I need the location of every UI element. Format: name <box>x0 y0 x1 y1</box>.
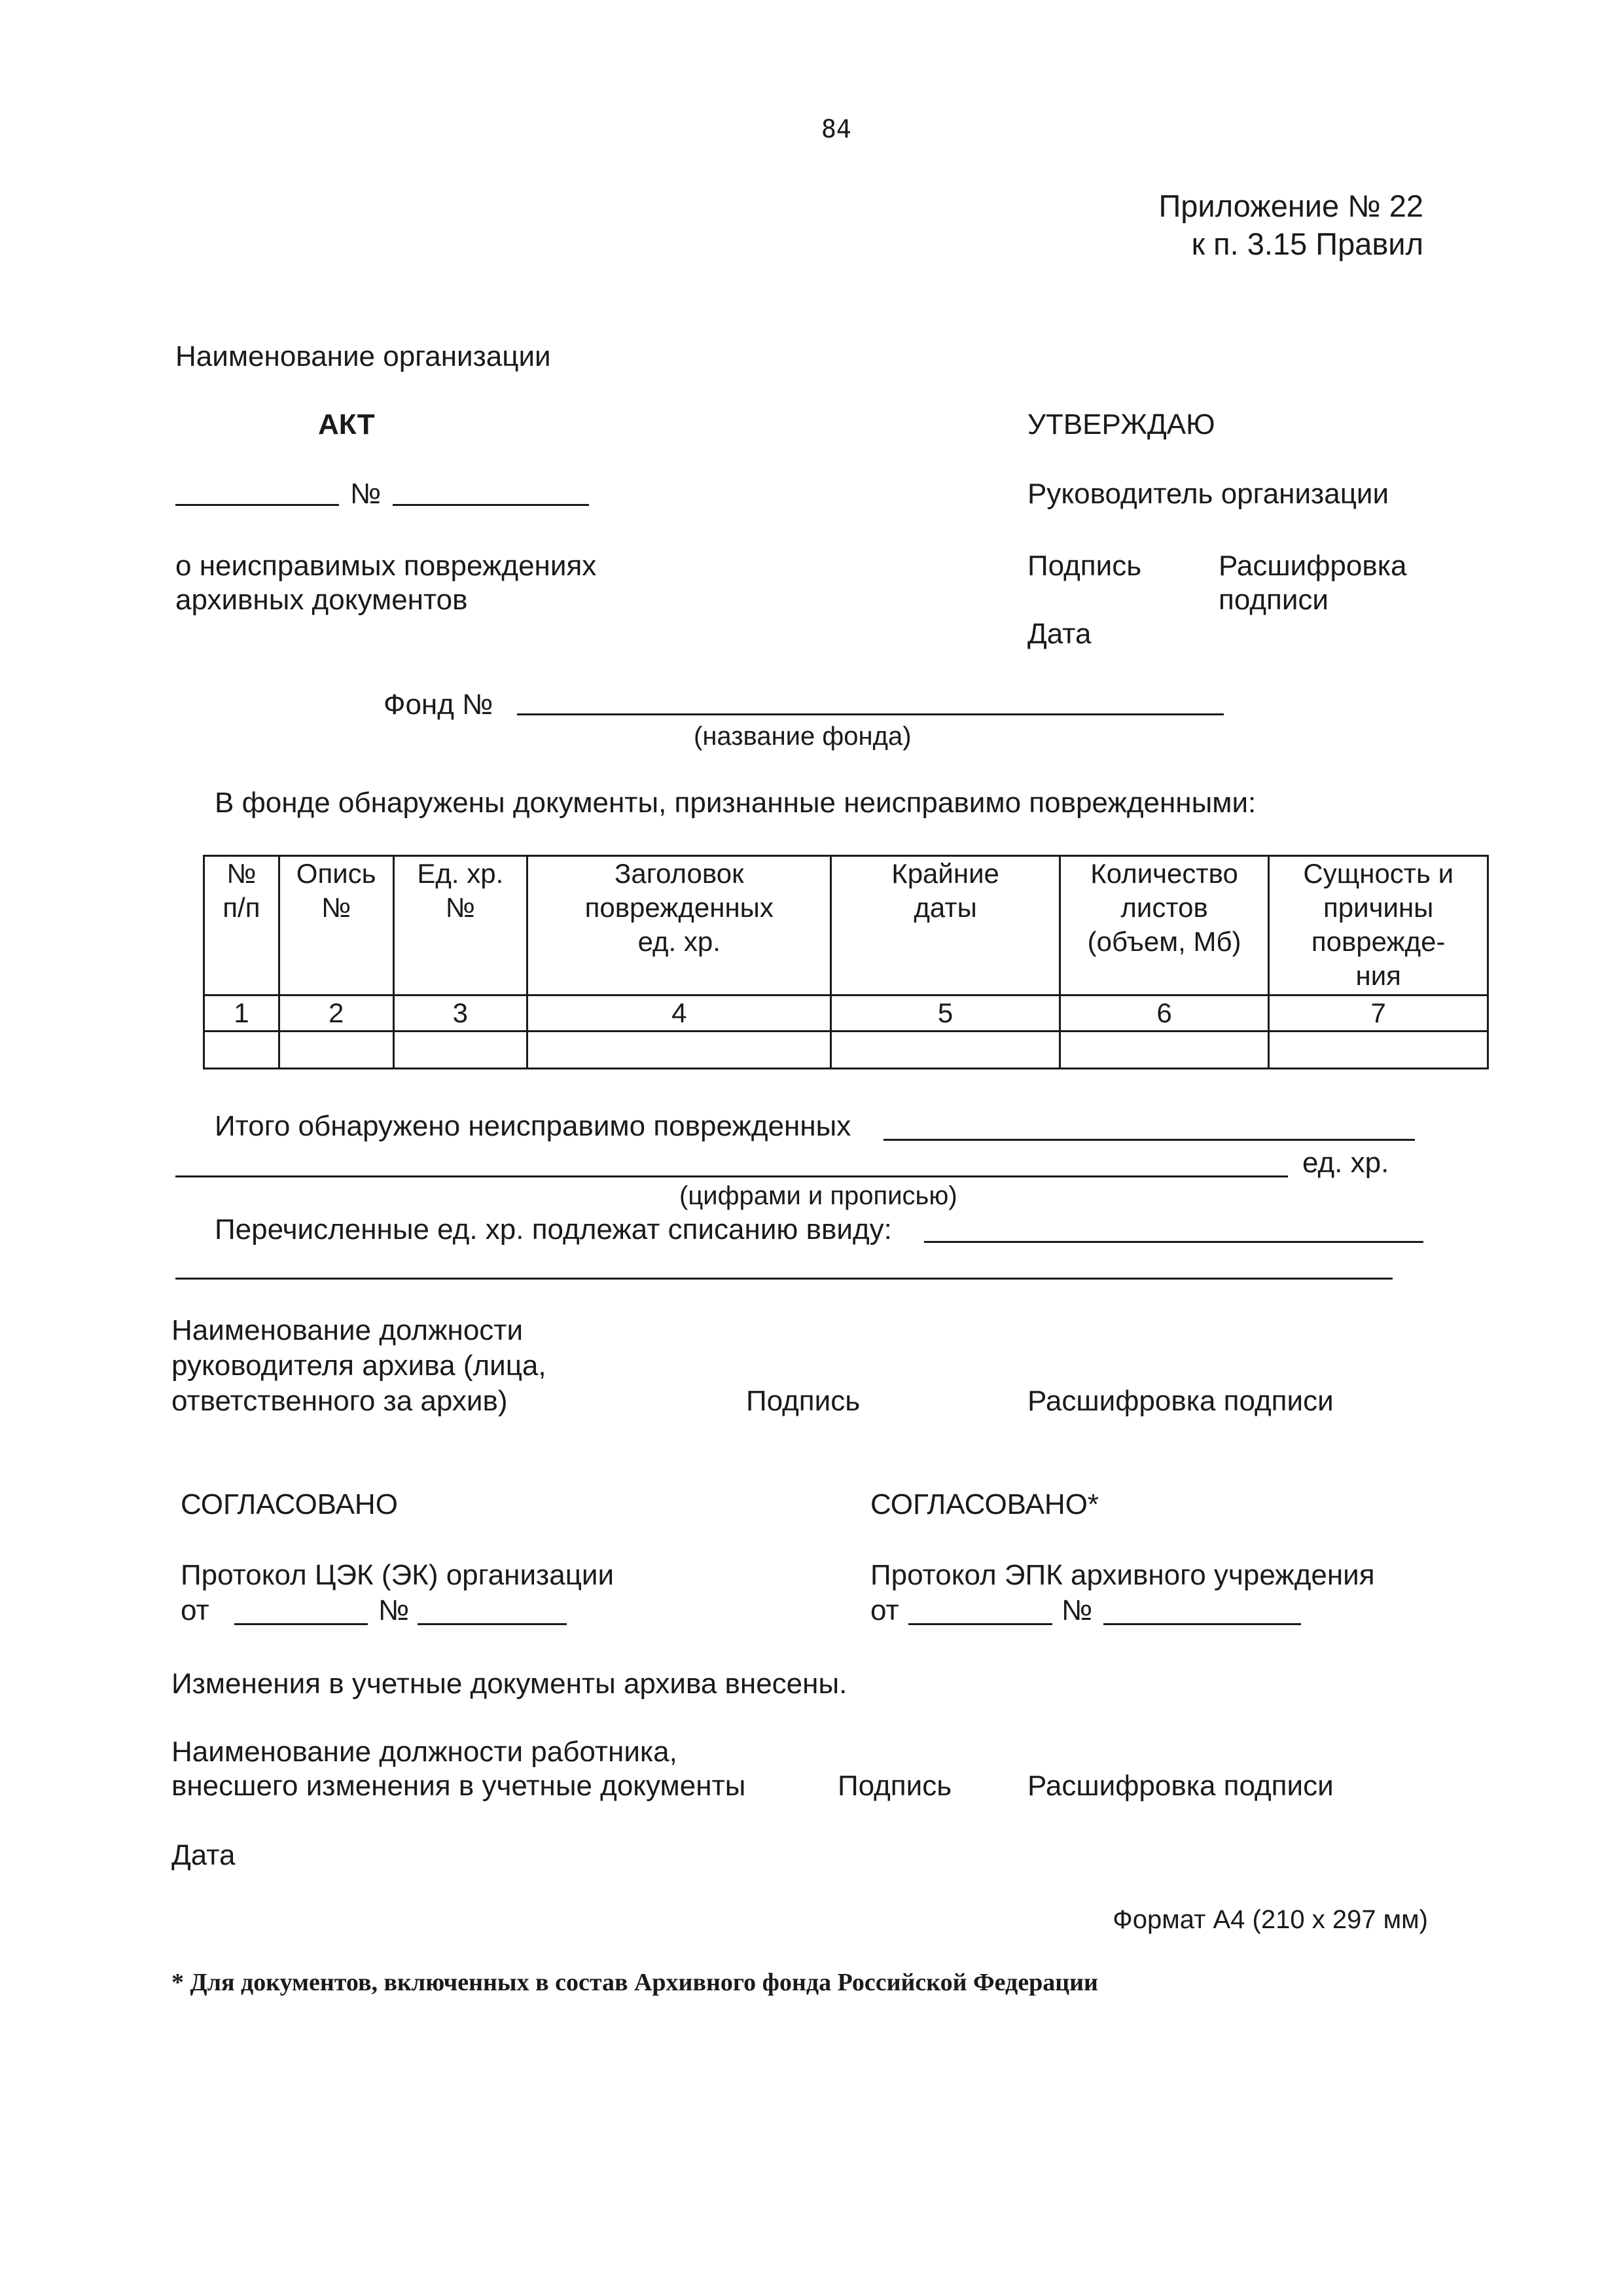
footnote: * Для документов, включенных в состав Архивного фонда Российской Федерации <box>171 1969 1098 1996</box>
table-header-row <box>204 856 1488 996</box>
approval-decoding-line-2: подписи <box>1219 584 1329 616</box>
writeoff-line-2 <box>175 1278 1393 1280</box>
fund-name-line <box>517 713 1224 715</box>
totals-caption: (цифрами и прописью) <box>679 1181 957 1210</box>
worker-signature: Подпись <box>838 1770 952 1802</box>
table-cell: 5 <box>831 996 1060 1031</box>
table-cell <box>1269 1031 1488 1069</box>
approval-signature: Подпись <box>1027 550 1142 582</box>
table-cell: 6 <box>1060 996 1269 1031</box>
header-text: Количество <box>1090 858 1238 889</box>
act-subject-line-1: о неисправимых повреждениях <box>175 550 597 582</box>
writeoff-label: Перечисленные ед. хр. подлежат списанию ввиду: <box>215 1213 892 1246</box>
header-text: (объем, Мб) <box>1087 926 1241 957</box>
table-cell: 1 <box>204 996 279 1031</box>
col-header-dates <box>831 856 1060 996</box>
header-text: п/п <box>223 892 260 923</box>
agreed-left-number-sign: № <box>378 1594 410 1626</box>
archive-head-line-3: ответственного за архив) <box>171 1385 508 1417</box>
header-text: Крайние <box>891 858 999 889</box>
agreed-right-number-line <box>1103 1623 1301 1625</box>
col-header-inventory <box>279 856 393 996</box>
col-header-damage <box>1269 856 1488 996</box>
date-label: Дата <box>171 1839 236 1871</box>
fund-caption: (название фонда) <box>694 722 912 751</box>
agreed-right-date-line <box>908 1623 1052 1625</box>
archive-head-line-1: Наименование должности <box>171 1314 524 1346</box>
col-header-sheets <box>1060 856 1269 996</box>
col-header-storage-unit <box>393 856 527 996</box>
agreed-right-from: от <box>870 1594 899 1626</box>
table-cell <box>393 1031 527 1069</box>
totals-found-line <box>883 1139 1415 1141</box>
agreed-left-date-line <box>234 1623 368 1625</box>
agreed-left-number-line <box>418 1623 567 1625</box>
header-text: причины <box>1323 892 1434 923</box>
agreed-left-from: от <box>181 1594 209 1626</box>
header-text: ния <box>1355 960 1401 991</box>
agreed-left-title: СОГЛАСОВАНО <box>181 1488 398 1520</box>
header-text: даты <box>914 892 977 923</box>
approval-decoding-line-1: Расшифровка <box>1219 550 1407 582</box>
table-cell: 7 <box>1269 996 1488 1031</box>
intro-text: В фонде обнаружены документы, признанные неисправимо поврежденными: <box>215 787 1257 819</box>
header-text: листов <box>1120 892 1208 923</box>
worker-line-1: Наименование должности работника, <box>171 1736 677 1768</box>
act-number-line <box>393 504 589 506</box>
totals-units: ед. хр. <box>1302 1147 1389 1179</box>
act-title: АКТ <box>318 408 375 440</box>
col-header-title <box>527 856 831 996</box>
damaged-documents-table <box>203 855 1489 1069</box>
header-text: Сущность и <box>1303 858 1454 889</box>
writeoff-line-1 <box>924 1241 1423 1243</box>
table-cell: 2 <box>279 996 393 1031</box>
agreed-right-protocol: Протокол ЭПК архивного учреждения <box>870 1559 1375 1591</box>
worker-line-2: внесшего изменения в учетные документы <box>171 1770 746 1802</box>
act-number-sign: № <box>350 478 382 510</box>
org-name-label: Наименование организации <box>175 340 551 372</box>
agreed-right-title: СОГЛАСОВАНО* <box>870 1488 1099 1520</box>
act-date-line <box>175 504 339 506</box>
header-text: № <box>226 858 257 889</box>
archive-head-line-2: руководителя архива (лица, <box>171 1350 546 1382</box>
agreed-left-protocol: Протокол ЦЭК (ЭК) организации <box>181 1559 615 1591</box>
approval-date: Дата <box>1027 618 1092 650</box>
header-text: № <box>445 892 475 923</box>
table-cell: 3 <box>393 996 527 1031</box>
table-cell <box>279 1031 393 1069</box>
totals-found-label: Итого обнаружено неисправимо поврежденных <box>215 1110 851 1142</box>
archive-head-signature: Подпись <box>746 1385 861 1417</box>
header-text: поврежденных <box>584 892 774 923</box>
table-cell <box>204 1031 279 1069</box>
changes-note: Изменения в учетные документы архива внесены. <box>171 1668 847 1700</box>
totals-words-line <box>175 1175 1288 1177</box>
appendix-line-2: к п. 3.15 Правил <box>1191 226 1423 261</box>
act-subject-line-2: архивных документов <box>175 584 468 616</box>
col-header-number <box>204 856 279 996</box>
header-text: ед. хр. <box>637 926 721 957</box>
table-cell <box>527 1031 831 1069</box>
header-text: Заголовок <box>615 858 744 889</box>
archive-head-decoding: Расшифровка подписи <box>1027 1385 1334 1417</box>
approval-title: УТВЕРЖДАЮ <box>1027 408 1215 440</box>
page-number: 84 <box>821 115 851 143</box>
agreed-right-number-sign: № <box>1061 1594 1093 1626</box>
table-cell <box>831 1031 1060 1069</box>
worker-decoding: Расшифровка подписи <box>1027 1770 1334 1802</box>
header-text: Ед. хр. <box>417 858 504 889</box>
format-note: Формат А4 (210 х 297 мм) <box>1113 1905 1428 1934</box>
appendix-line-1: Приложение № 22 <box>1158 188 1423 223</box>
header-text: поврежде- <box>1311 926 1446 957</box>
table-cell <box>1060 1031 1269 1069</box>
fund-label: Фонд № <box>383 689 493 721</box>
approval-head: Руководитель организации <box>1027 478 1389 510</box>
table-row <box>204 1031 1488 1069</box>
header-text: Опись <box>296 858 376 889</box>
table-number-row <box>204 996 1488 1031</box>
table-cell: 4 <box>527 996 831 1031</box>
header-text: № <box>321 892 351 923</box>
